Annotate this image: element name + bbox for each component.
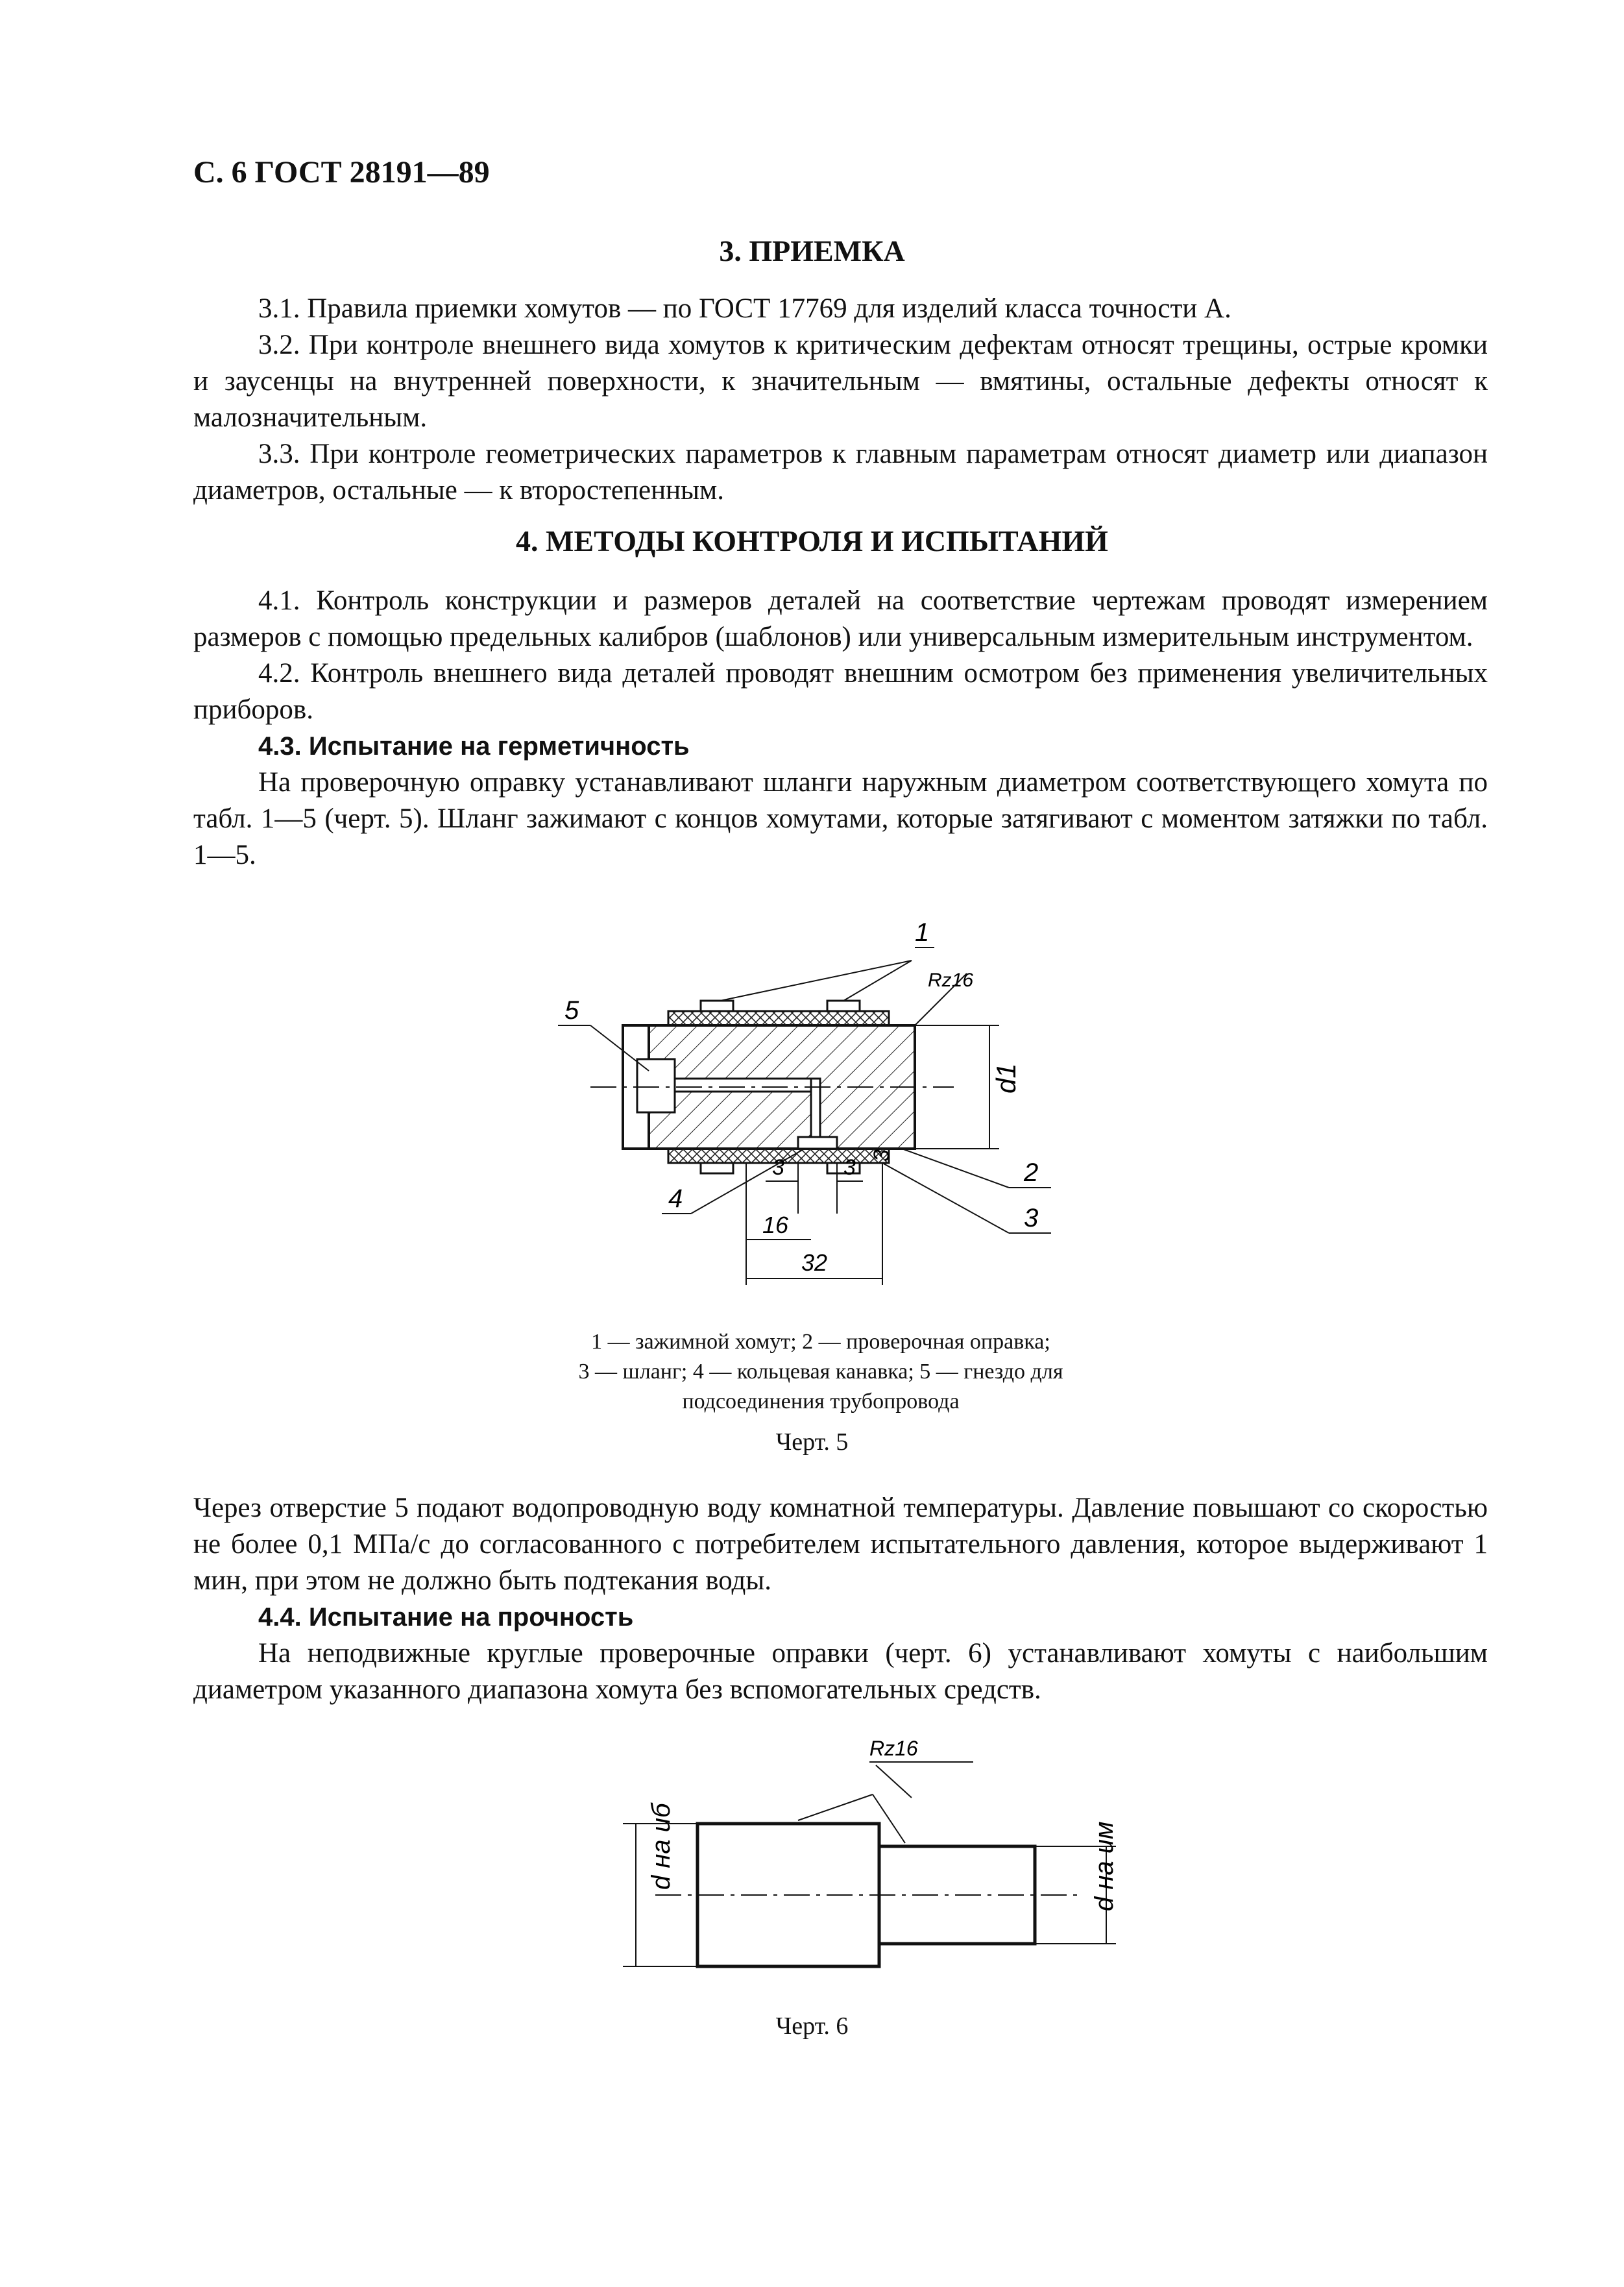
leader-1a [720, 960, 912, 1001]
paragraph-4-1: 4.1. Контроль конструкции и размеров деталей на соответствие чертежам проводят измерением размеров с помощью предельных калибров (шаблонов) или универсальным измерительным инструментом. [193, 585, 1488, 652]
paragraph-3-2: 3.2. При контроле внешнего вида хомутов к критическим дефектам относят трещины, острые кромки и заусенцы на внутренней поверхности, к значительным — вмятины, остальные дефекты относят к малозначительным. [193, 330, 1488, 433]
label-2: 2 [1024, 1158, 1039, 1187]
figure-6-caption: Черт. 6 [775, 2012, 849, 2040]
section-4-continued [193, 1490, 1488, 1708]
label-1: 1 [915, 918, 930, 947]
paragraph-3-1: 3.1. Правила приемки хомутов — по ГОСТ 17769 для изделий класса точности А. [258, 293, 1231, 324]
water-channel [675, 1079, 818, 1092]
paragraph-4-3-cont: Через отверстие 5 подают водопроводную воду комнатной температуры. Давление повышают со скоростью не более 0,1 МПа/с до согласованного с потребителем испытательного давления, которое выдерживают 1 мин, при этом не должно быть подтекания воды. [193, 1493, 1488, 1596]
figure-5-legend [506, 1327, 1135, 1417]
section-4-body [193, 583, 1488, 874]
rz-tick [876, 1765, 912, 1798]
label-dim-3b: 3 [843, 1155, 856, 1180]
subheading-4-3-text: 4.3. Испытание на герметичность [258, 732, 690, 761]
legend-line-1: 1 — зажимной хомут; 2 — проверочная оправка; [591, 1330, 1050, 1354]
subheading-4-4 [193, 1599, 1488, 1635]
legend-line-3: подсоединения трубопровода [682, 1389, 960, 1413]
subheading-4-3 [193, 728, 1488, 764]
paragraph-4-3: На проверочную оправку устанавливают шланги наружным диаметром соответствующего хомута по табл. 1—5 (черт. 5). Шланг зажимают с концов хомутами, которые затягивают с моментом затяжки по табл. 1—5. [193, 767, 1488, 870]
figure-5-drawing [551, 909, 1084, 1311]
label-rz16: Rz16 [928, 970, 974, 991]
paragraph-4-4: На неподвижные круглые проверочные оправки (черт. 6) устанавливают хомуты с наибольшим диаметром указанного диапазона хомута без вспомогательных средств. [193, 1638, 1488, 1705]
page-header: С. 6 ГОСТ 28191—89 [193, 155, 490, 190]
leader-1b [843, 960, 912, 1001]
label-3: 3 [1024, 1204, 1039, 1232]
legend-line-2: 3 — шланг; 4 — кольцевая канавка; 5 — гнездо для [578, 1360, 1063, 1384]
label-d-left: d на иб [647, 1803, 675, 1890]
section-4-title: 4. МЕТОДЫ КОНТРОЛЯ И ИСПЫТАНИЙ [516, 524, 1108, 557]
subheading-4-4-text: 4.4. Испытание на прочность [258, 1603, 634, 1632]
paragraph-3-3: 3.3. При контроле геометрических параметров к главным параметрам относят диаметр или диапазон диаметров, остальные — к второстепенным. [193, 439, 1488, 506]
hose-top [668, 1011, 889, 1025]
label-d-right: d на им [1090, 1821, 1119, 1911]
clamp-top-right [827, 1001, 860, 1011]
rz-leader-left [798, 1794, 873, 1820]
clamp-bottom-left [701, 1163, 733, 1173]
label-dim-3v: 3 [869, 1149, 894, 1162]
figure-5-caption: Черт. 5 [775, 1428, 849, 1456]
figure-6-drawing [584, 1726, 1142, 1999]
label-dim-32: 32 [801, 1249, 828, 1276]
clamp-top-left [701, 1001, 733, 1011]
leader-3 [882, 1163, 1009, 1233]
leader-2 [902, 1149, 1009, 1188]
label-d1: d1 [991, 1063, 1021, 1094]
paragraph-4-2: 4.2. Контроль внешнего вида деталей проводят внешним осмотром без применения увеличительных приборов. [193, 658, 1488, 725]
label-5: 5 [564, 996, 579, 1025]
label-rz16-fig6: Rz16 [869, 1737, 918, 1760]
label-dim-3a: 3 [772, 1155, 784, 1180]
ring-groove [798, 1137, 837, 1149]
label-4: 4 [668, 1184, 683, 1213]
section-3-title: 3. ПРИЕМКА [719, 234, 905, 267]
connection-socket [637, 1059, 675, 1112]
label-dim-16: 16 [762, 1212, 789, 1238]
section-3-body [193, 291, 1488, 509]
